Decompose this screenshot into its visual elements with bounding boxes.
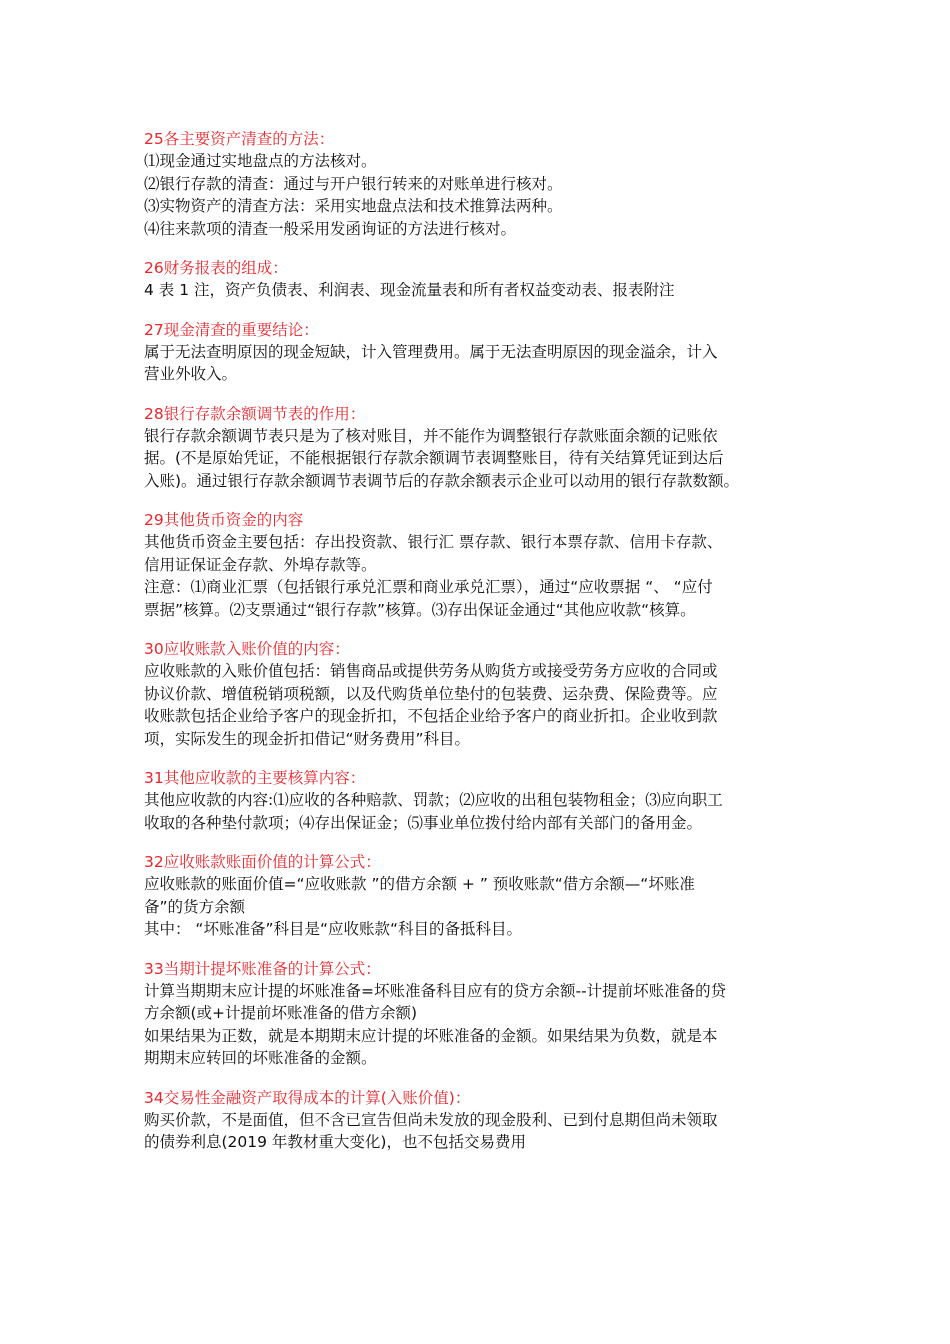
section-heading: 30应收账款入账价值的内容： — [144, 640, 350, 658]
section-heading: 29其他货币资金的内容 — [144, 511, 304, 529]
body-text-line: 注意：⑴商业汇票（包括银行承兑汇票和商业承兑汇票），通过“应收票据 “、 “应付 — [144, 578, 713, 596]
body-text-line: 其他应收款的内容:⑴应收的各种赔款、罚款；⑵应收的出租包装物租金；⑶应向职工 — [144, 791, 723, 809]
section — [144, 257, 814, 302]
body-text-line: 的债券利息(2019 年教材重大变化)，也不包括交易费用 — [144, 1133, 526, 1151]
body-text-line: 期期末应转回的坏账准备的金额。 — [144, 1049, 377, 1067]
body-text-line: 应收账款的入账价值包括：销售商品或提供劳务从购货方或接受劳务方应收的合同或 — [144, 662, 718, 680]
document-content — [144, 128, 814, 1171]
body-text-line: ⑶实物资产的清查方法：采用实地盘点法和技术推算法两种。 — [144, 197, 563, 215]
section — [144, 638, 814, 750]
body-text-line: 据。(不是原始凭证，不能根据银行存款余额调节表调整账目，待有关结算凭证到达后 — [144, 449, 724, 467]
section-heading: 33当期计提坏账准备的计算公式： — [144, 959, 381, 978]
section-heading: 32应收账款账面价值的计算公式： — [144, 853, 381, 871]
section-heading: 28银行存款余额调节表的作用： — [144, 404, 366, 423]
section-heading: 31其他应收款的主要核算内容： — [144, 769, 366, 787]
section-heading: 34交易性金融资产取得成本的计算(入账价值)： — [144, 1088, 471, 1107]
body-text-line: 收取的各种垫付款项；⑷存出保证金；⑸事业单位拨付给内部有关部门的备用金。 — [144, 813, 703, 832]
body-text-line: 收账款包括企业给予客户的现金折扣，不包括企业给予客户的商业折扣。企业收到款 — [144, 707, 718, 725]
section — [144, 509, 814, 621]
body-text-line: 协议价款、增值税销项税额，以及代购货单位垫付的包装费、运杂费、保险费等。应 — [144, 684, 718, 703]
body-text-line: 营业外收入。 — [144, 365, 238, 383]
section-heading: 26财务报表的组成： — [144, 259, 288, 277]
section — [144, 851, 814, 941]
body-text-line: 银行存款余额调节表只是为了核对账目，并不能作为调整银行存款账面余额的记账依 — [144, 426, 718, 445]
body-text-line: 方余额(或+计提前坏账准备的借方余额) — [144, 1004, 418, 1022]
section — [144, 767, 814, 834]
body-text-line: 备”的货方余额 — [144, 897, 246, 916]
body-text-line: 其他货币资金主要包括：存出投资款、银行汇 票存款、银行本票存款、信用卡存款、 — [144, 533, 723, 551]
body-text-line: 应收账款的账面价值=“应收账款 ”的借方余额 + ” 预收账款“借方余额—“坏账准 — [144, 875, 695, 893]
section — [144, 403, 814, 493]
body-text-line: 属于无法查明原因的现金短缺，计入管理费用。属于无法查明原因的现金溢余，计入 — [144, 342, 718, 361]
body-text-line: 票据”核算。⑵支票通过“银行存款”核算。⑶存出保证金通过“其他应收款“核算。 — [144, 600, 696, 619]
body-text-line: ⑵银行存款的清查：通过与开户银行转来的对账单进行核对。 — [144, 174, 563, 193]
section-heading: 25各主要资产清查的方法： — [144, 130, 335, 148]
section — [144, 128, 814, 240]
body-text-line: 入账)。通过银行存款余额调节表调节后的存款余额表示企业可以动用的银行存款数额。 — [144, 471, 740, 490]
body-text-line: 计算当期期末应计提的坏账准备=坏账准备科目应有的贷方余额--计提前坏账准备的贷 — [144, 981, 727, 1000]
body-text-line: 如果结果为正数，就是本期期末应计提的坏账准备的金额。如果结果为负数，就是本 — [144, 1026, 718, 1045]
section — [144, 958, 814, 1070]
section — [144, 319, 814, 386]
section — [144, 1087, 814, 1154]
body-text-line: 其中： “坏账准备”科目是“应收账款“科目的备抵科目。 — [144, 920, 523, 938]
body-text-line: 4 表 1 注，资产负债表、利润表、现金流量表和所有者权益变动表、报表附注 — [144, 281, 675, 299]
body-text-line: 信用证保证金存款、外埠存款等。 — [144, 555, 377, 574]
body-text-line: 项，实际发生的现金折扣借记“财务费用”科目。 — [144, 729, 471, 748]
section-heading: 27现金清查的重要结论： — [144, 320, 319, 339]
body-text-line: 购买价款，不是面值，但不含已宣告但尚未发放的现金股利、已到付息期但尚未领取 — [144, 1110, 718, 1129]
body-text-line: ⑴现金通过实地盘点的方法核对。 — [144, 152, 377, 170]
body-text-line: ⑷往来款项的清查一般采用发函询证的方法进行核对。 — [144, 219, 517, 238]
